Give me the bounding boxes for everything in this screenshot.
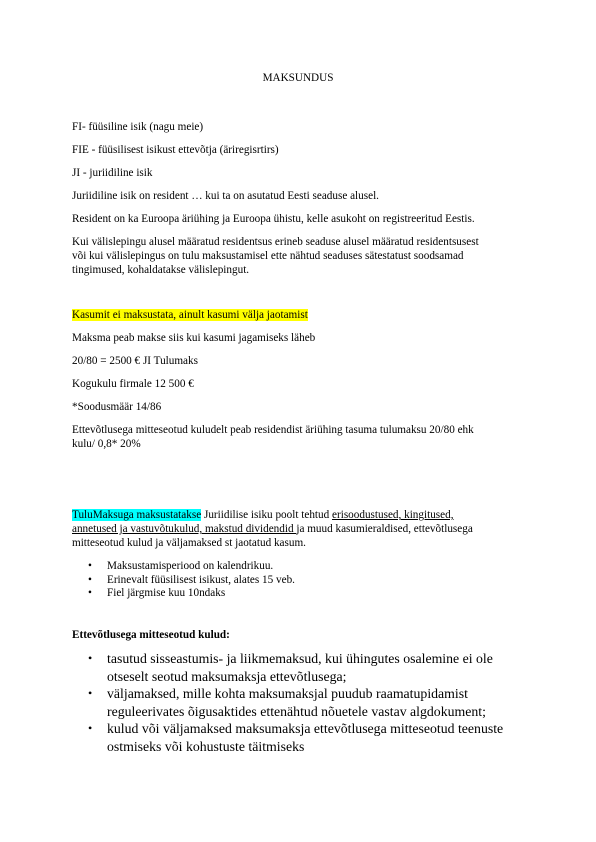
profit-line: *Soodusmäär 14/86 (72, 401, 162, 413)
bullet-icon: • (88, 573, 92, 586)
list-item: • kulud või väljamaksed maksumaksja ettevõtlusega mitteseotud teenuste ostmiseks või kohustuste täitmiseks (88, 721, 504, 754)
treaty-line: Kui välislepingu alusel määratud residentsus erineb seaduse alusel määratud residentsusest (72, 236, 479, 248)
list-item: • tasutud sisseastumis- ja liikmemaksud, kui ühingutes osalemine ei ole otseselt seotud maksumaksja ettevõtlusega; (88, 651, 493, 684)
list-item: • väljamaksed, mille kohta maksumaksjal puudub raamatupidamist reguleerivates õigusaktides ettenähtud nõuetele vastav algdokument; (88, 686, 486, 719)
treaty-line: või kui välislepingus on tulu maksustamisel ette nähtud seaduses sätestatust soodsamad (72, 250, 464, 262)
profit-heading (72, 308, 524, 322)
income-tax-highlight: TuluMaksuga maksustatakse (72, 509, 202, 521)
list-item: • Maksustamisperiood on kalendrikuu. (88, 560, 274, 572)
non-business-bullets (72, 650, 524, 755)
treaty-line: tingimused, kohaldatakse välislepingut. (72, 264, 250, 276)
bullet-icon: • (88, 587, 92, 599)
bullet-icon: • (88, 686, 93, 700)
profit-line: 20/80 = 2500 € JI Tulumaks (72, 355, 198, 367)
expense-line: kulu/ 0,8* 20% (72, 438, 141, 450)
income-tax-line (72, 522, 524, 536)
bullet-icon: • (88, 651, 93, 665)
bullet-icon: • (88, 721, 93, 735)
expense-paragraph (72, 423, 524, 451)
list-item: • Fiel järgmise kuu 10ndaks (88, 587, 226, 599)
definition-ji: JI - juriidiline isik (72, 167, 153, 179)
income-tax-line (72, 508, 524, 522)
income-tax-line: mitteseotud kulud ja väljamaksed st jaotatud kasum. (72, 537, 306, 549)
expense-line: Ettevõtlusega mitteseotud kuludelt peab residendist äriühing tasuma tulumaksu 20/80 ehk (72, 424, 474, 436)
profit-line: Kogukulu firmale 12 500 € (72, 378, 194, 390)
income-tax-text: Juriidilise isiku poolt tehtud (201, 509, 333, 521)
definition-eu-company: Resident on ka Euroopa äriühing ja Euroopa ühistu, kelle asukoht on registreeritud Eestis. (72, 213, 475, 225)
non-business-heading: Ettevõtlusega mitteseotud kulud: (72, 629, 230, 641)
income-tax-text: ja muud kasumieraldised, ettevõtlusega (296, 523, 473, 535)
page-title: MAKSUNDUS (262, 72, 334, 84)
profit-line: Maksma peab makse siis kui kasumi jagamiseks läheb (72, 332, 316, 344)
treaty-paragraph (72, 235, 524, 277)
definition-fie: FIE - füüsilisest isikust ettevõtja (äriregisrtirs) (72, 144, 279, 156)
bullet-icon: • (88, 560, 92, 572)
profit-highlight: Kasumit ei maksustata, ainult kasumi välja jaotamist (72, 309, 308, 321)
income-tax-paragraph (72, 508, 524, 550)
definition-fi: FI- füüsiline isik (nagu meie) (72, 121, 204, 133)
income-tax-underlined: erisoodustused, kingitused, (332, 509, 454, 521)
income-tax-bullets (72, 560, 524, 601)
income-tax-underlined: annetused ja vastuvõtukulud, makstud dividendid (72, 523, 297, 535)
list-item: • Erinevalt füüsilisest isikust, alates 15 veb. (88, 573, 295, 586)
definition-resident: Juriidiline isik on resident … kui ta on asutatud Eesti seaduse alusel. (72, 190, 379, 202)
